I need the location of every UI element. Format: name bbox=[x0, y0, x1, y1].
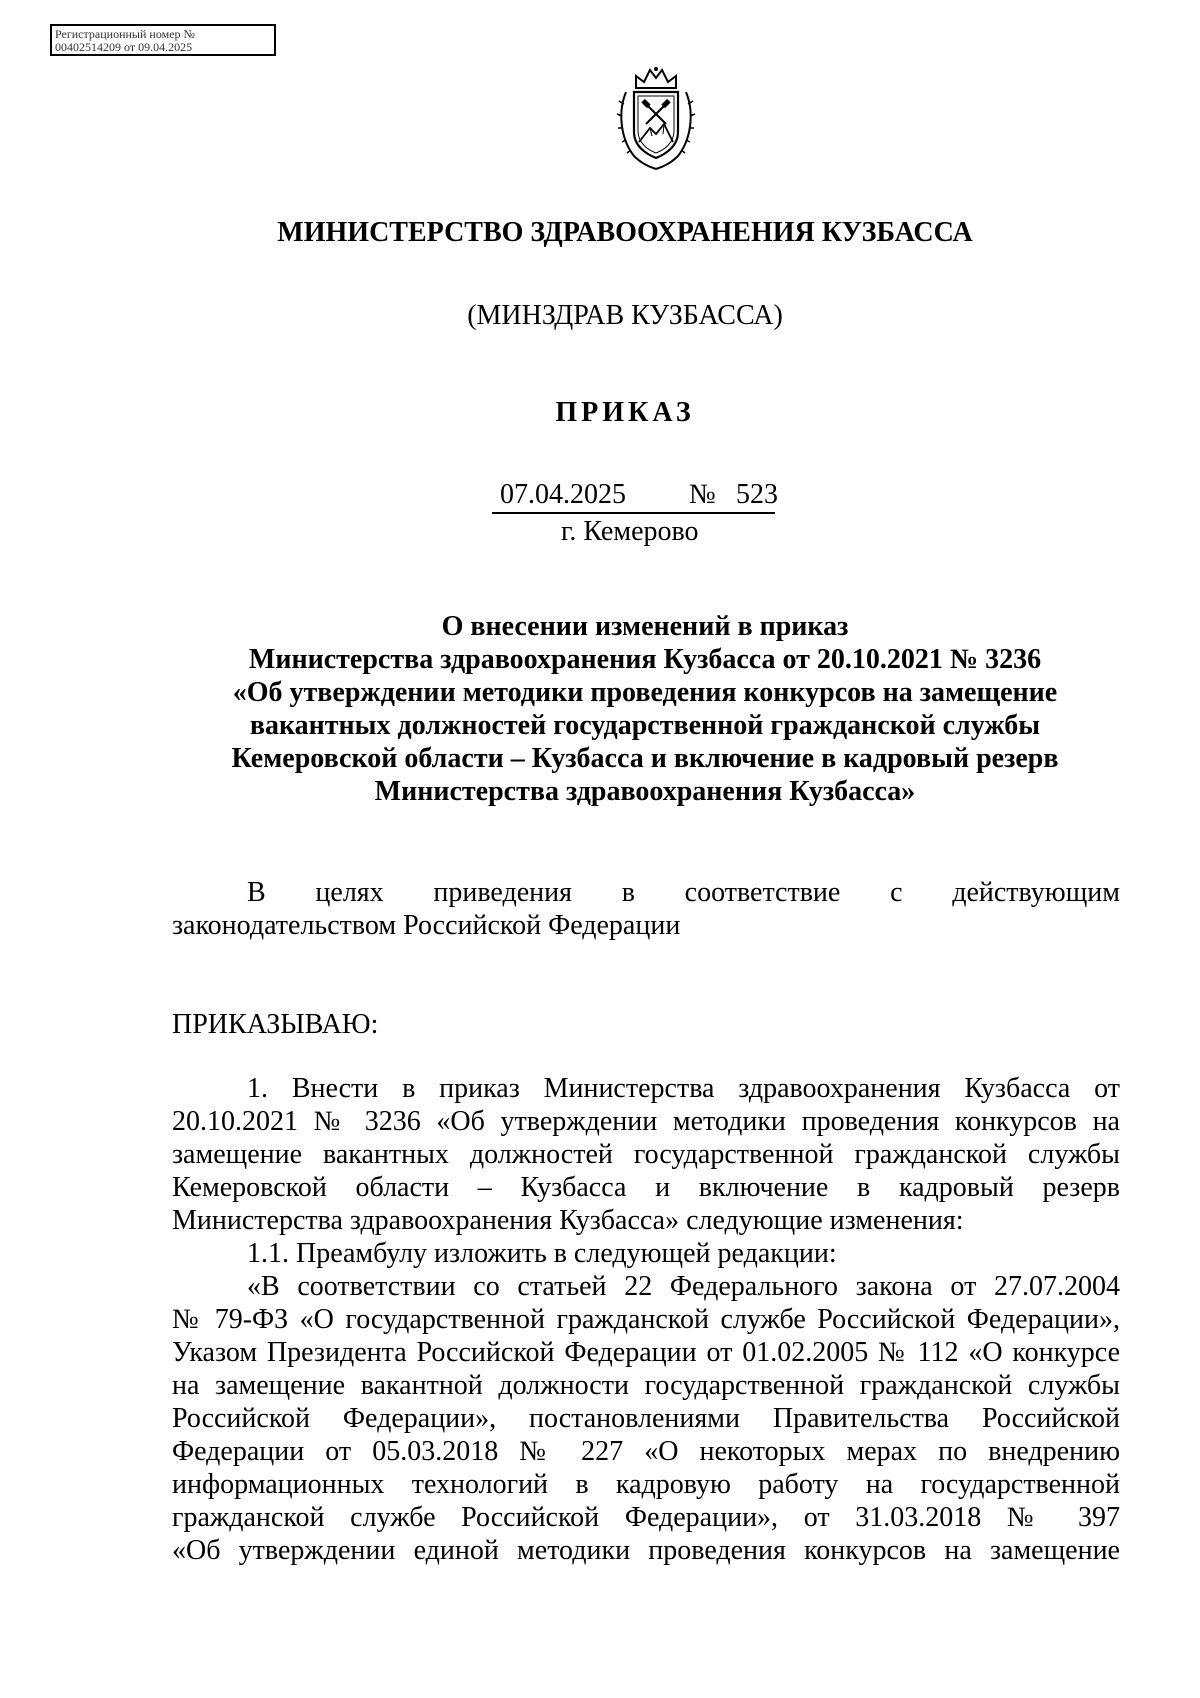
body-line: замещение вакантных должностей государственной гражданской службы bbox=[172, 1139, 1120, 1170]
heading-line: вакантных должностей государственной гражданской службы bbox=[249, 710, 1041, 741]
number-sign: № bbox=[689, 479, 716, 510]
heading-line: «Об утверждении методики проведения конкурсов на замещение bbox=[232, 677, 1058, 708]
heading-line: О внесении изменений в приказ bbox=[441, 611, 849, 642]
body-line: Российской Федерации», постановлениями Правительства Российской bbox=[172, 1403, 1120, 1434]
heading-line: Министерства здравоохранения Кузбасса от 20.10.2021 № 3236 bbox=[248, 644, 1042, 675]
document-date: 07.04.2025 bbox=[500, 479, 626, 510]
body-line: 1.1. Преамбулу изложить в следующей редакции: bbox=[247, 1238, 837, 1269]
coat-of-arms-icon bbox=[614, 66, 698, 172]
order-items bbox=[172, 1072, 1120, 1567]
document-type: ПРИКАЗ bbox=[555, 397, 695, 428]
body-line: 20.10.2021 № 3236 «Об утверждении методики проведения конкурсов на bbox=[172, 1106, 1120, 1137]
heading-line: Кемеровской области – Кузбасса и включение в кадровый резерв bbox=[231, 743, 1059, 774]
body-line: 1. Внести в приказ Министерства здравоохранения Кузбасса от bbox=[247, 1073, 1120, 1104]
body-line: информационных технологий в кадровую работу на государственной bbox=[172, 1469, 1120, 1500]
body-line: «Об утверждении единой методики проведения конкурсов на замещение bbox=[172, 1535, 1120, 1566]
document-city: г. Кемерово bbox=[561, 516, 699, 547]
document-heading bbox=[170, 610, 1120, 808]
order-word: ПРИКАЗЫВАЮ: bbox=[172, 1009, 379, 1040]
body-line: на замещение вакантной должности государственной гражданской службы bbox=[172, 1370, 1120, 1401]
body-line: «В соответствии со статьей 22 Федерального закона от 27.07.2004 bbox=[247, 1271, 1120, 1302]
ministry-title: МИНИСТЕРСТВО ЗДРАВООХРАНЕНИЯ КУЗБАССА bbox=[277, 217, 973, 248]
body-line: В целях приведения в соответствие с действующим bbox=[247, 877, 1120, 908]
date-number-line bbox=[492, 478, 778, 514]
body-line: Министерства здравоохранения Кузбасса» следующие изменения: bbox=[172, 1205, 964, 1236]
document-number: 523 bbox=[736, 479, 778, 510]
registration-line-2: 00402514209 от 09.04.2025 bbox=[55, 40, 193, 54]
intro-paragraph bbox=[172, 876, 1120, 942]
registration-line-1: Регистрационный номер № bbox=[55, 27, 195, 41]
registration-stamp bbox=[50, 24, 276, 56]
heading-line: Министерства здравоохранения Кузбасса» bbox=[374, 776, 916, 807]
body-line: Указом Президента Российской Федерации от 01.02.2005 № 112 «О конкурсе bbox=[172, 1337, 1120, 1368]
body-line: № 79-ФЗ «О государственной гражданской службе Российской Федерации», bbox=[172, 1304, 1120, 1335]
body-line: гражданской службе Российской Федерации», от 31.03.2018 № 397 bbox=[172, 1502, 1120, 1533]
body-line: законодательством Российской Федерации bbox=[172, 910, 681, 941]
ministry-abbreviation: (МИНЗДРАВ КУЗБАССА) bbox=[467, 300, 783, 331]
body-line: Федерации от 05.03.2018 № 227 «О некоторых мерах по внедрению bbox=[172, 1436, 1120, 1467]
body-line: Кемеровской области – Кузбасса и включение в кадровый резерв bbox=[172, 1172, 1120, 1203]
